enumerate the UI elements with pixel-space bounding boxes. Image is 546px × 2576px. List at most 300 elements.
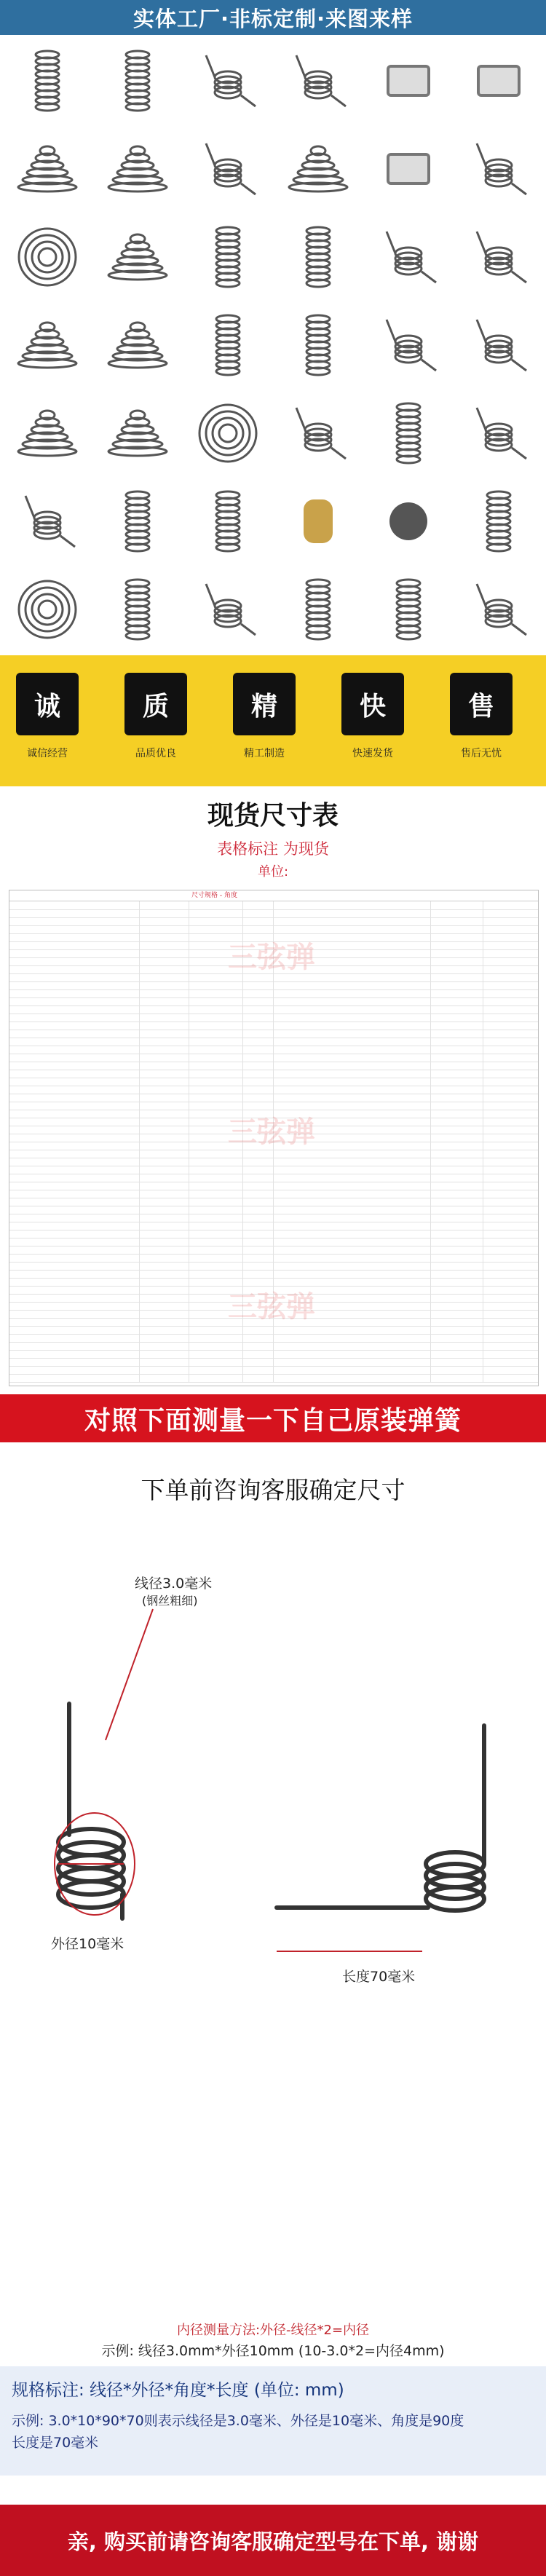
conical-spring (275, 126, 361, 212)
table-cell (483, 925, 539, 933)
extension-spring (95, 478, 181, 564)
table-cell (189, 1158, 243, 1166)
product-image (462, 133, 535, 205)
extension-spring (365, 390, 451, 476)
table-cell (9, 997, 140, 1005)
torsion-spring (456, 566, 542, 652)
table-cell (483, 1310, 539, 1318)
extension-spring (185, 302, 271, 388)
table-cell (189, 1262, 243, 1270)
right-torsion-spring (277, 1726, 484, 1911)
table-cell (139, 1078, 189, 1086)
table-cell (9, 1374, 140, 1382)
product-image (191, 44, 264, 117)
product-image (101, 221, 174, 293)
table-cell (9, 1158, 140, 1166)
product-image (191, 309, 264, 382)
conical-spring (95, 214, 181, 300)
torsion-spring (185, 126, 271, 212)
product-image (462, 573, 535, 646)
table-cell (189, 1206, 243, 1214)
table-cell (430, 1038, 483, 1046)
table-cell (242, 909, 274, 917)
table-cell (242, 1374, 274, 1382)
product-image (462, 309, 535, 382)
product-image (282, 573, 355, 646)
footer-text: 亲, 购买前请咨询客服确定型号在下单, 谢谢 (67, 2529, 479, 2554)
torsion-spring (185, 566, 271, 652)
compression-spring (95, 566, 181, 652)
table-cell (483, 981, 539, 989)
conical-spring (4, 390, 90, 476)
table-cell (430, 1302, 483, 1310)
table-cell (242, 1222, 274, 1230)
table-cell (483, 1078, 539, 1086)
table-cell (9, 965, 140, 973)
table-cell (483, 1326, 539, 1334)
coil-ring (185, 390, 271, 476)
table-cell (189, 1150, 243, 1158)
table-cell (483, 1118, 539, 1126)
stock-subtitle: 表格标注 为现货 (217, 840, 329, 858)
table-cell (139, 1310, 189, 1318)
table-cell (189, 1342, 243, 1350)
table-cell (139, 1110, 189, 1118)
table-cell (242, 1238, 274, 1246)
table-cell (430, 1110, 483, 1118)
table-cell (9, 1054, 140, 1062)
product-image (191, 485, 264, 558)
table-cell (483, 1334, 539, 1342)
feature-caption: 诚信经营 (27, 748, 68, 759)
table-cell (273, 1086, 431, 1094)
table-cell (9, 1262, 140, 1270)
table-cell (273, 1166, 431, 1174)
flat-coil-spring (4, 214, 90, 300)
table-cell (9, 981, 140, 989)
table-cell (483, 1254, 539, 1262)
table-cell (189, 981, 243, 989)
table-cell (139, 1134, 189, 1142)
table-cell (430, 1350, 483, 1358)
table-cell (483, 1182, 539, 1190)
table-cell (189, 1366, 243, 1374)
compression-spring (185, 478, 271, 564)
top-slogan-band (0, 0, 546, 35)
table-cell (430, 1286, 483, 1294)
table-cell (189, 1174, 243, 1182)
table-cell (9, 1270, 140, 1278)
table-cell (9, 1334, 140, 1342)
compare-banner (0, 1394, 546, 1442)
table-cell (242, 1166, 274, 1174)
table-cell (430, 1158, 483, 1166)
table-cell (483, 957, 539, 965)
table-cell (430, 1254, 483, 1262)
slogan-text: 实体工厂·非标定制·来图来样 (132, 6, 414, 31)
table-cell (273, 1038, 431, 1046)
table-cell (9, 1286, 140, 1294)
footer-band (0, 2505, 546, 2576)
table-cell (483, 1038, 539, 1046)
table-cell (430, 1334, 483, 1342)
table-cell (242, 1254, 274, 1262)
table-cell (139, 1374, 189, 1382)
table-cell (9, 1014, 140, 1022)
table-cell (139, 1190, 189, 1198)
table-cell (430, 1182, 483, 1190)
product-image (101, 397, 174, 470)
product-image (191, 133, 264, 205)
table-cell (430, 909, 483, 917)
table-cell (242, 981, 274, 989)
table-cell (189, 1022, 243, 1030)
table-cell (242, 1086, 274, 1094)
table-cell (273, 1374, 431, 1382)
table-cell (139, 1038, 189, 1046)
table-cell (273, 1078, 431, 1086)
table-cell (139, 957, 189, 965)
table-cell (139, 1318, 189, 1326)
table-cell (273, 1222, 431, 1230)
table-cell (273, 1366, 431, 1374)
product-image (282, 485, 355, 558)
table-cell (273, 1158, 431, 1166)
table-cell (273, 1270, 431, 1278)
table-cell (9, 1150, 140, 1158)
table-cell (273, 1150, 431, 1158)
table-cell (430, 925, 483, 933)
table-cell (139, 1342, 189, 1350)
table-cell (273, 1214, 431, 1222)
table-cell (483, 1190, 539, 1198)
torsion-spring (456, 214, 542, 300)
feature-after-sales (450, 673, 513, 760)
table-header: 尺寸规格 - 角度 (9, 890, 538, 901)
table-cell (483, 1086, 539, 1094)
table-cell (9, 1302, 140, 1310)
table-cell (430, 1358, 483, 1366)
table-cell (273, 1342, 431, 1350)
table-cell (9, 1086, 140, 1094)
table-cell (189, 1190, 243, 1198)
table-cell (139, 1094, 189, 1102)
table-cell (189, 1046, 243, 1054)
table-cell (139, 1102, 189, 1110)
table-cell (9, 1206, 140, 1214)
table-cell (430, 973, 483, 981)
table-cell (483, 1294, 539, 1302)
table-cell (430, 1342, 483, 1350)
table-cell (189, 1246, 243, 1254)
table-cell (483, 1358, 539, 1366)
table-cell (139, 925, 189, 933)
table-cell (139, 1086, 189, 1094)
table-cell (139, 1294, 189, 1302)
table-cell (9, 1294, 140, 1302)
table-cell (242, 1094, 274, 1102)
table-cell (430, 1230, 483, 1238)
table-cell (483, 1094, 539, 1102)
table-cell (483, 1005, 539, 1014)
table-cell (9, 925, 140, 933)
product-image (191, 221, 264, 293)
table-cell (9, 1230, 140, 1238)
table-cell (242, 1262, 274, 1270)
table-cell (430, 1198, 483, 1206)
table-cell (189, 1166, 243, 1174)
table-cell (273, 901, 431, 909)
table-cell (242, 1246, 274, 1254)
table-cell (483, 1014, 539, 1022)
table-cell (139, 1005, 189, 1014)
table-cell (242, 1358, 274, 1366)
table-cell (139, 1254, 189, 1262)
table-cell (242, 1334, 274, 1342)
product-image (372, 573, 445, 646)
product-image (372, 309, 445, 382)
table-cell (483, 1134, 539, 1142)
table-cell (242, 1038, 274, 1046)
table-cell (189, 1198, 243, 1206)
product-image (282, 397, 355, 470)
table-cell (9, 1366, 140, 1374)
table-cell (430, 1246, 483, 1254)
outer-diameter-label: 外径10毫米 (51, 1936, 124, 1952)
table-cell (139, 1062, 189, 1070)
table-cell (430, 917, 483, 925)
table-cell (483, 1366, 539, 1374)
table-cell (483, 1158, 539, 1166)
table-cell (430, 1222, 483, 1230)
table-cell (242, 1014, 274, 1022)
table-cell (9, 1166, 140, 1174)
table-cell (273, 1174, 431, 1182)
table-cell (9, 1182, 140, 1190)
table-cell (242, 1182, 274, 1190)
table-cell (189, 1182, 243, 1190)
table-cell (9, 1094, 140, 1102)
wire-form (275, 390, 361, 476)
compression-spring (4, 38, 90, 124)
table-cell (189, 1005, 243, 1014)
feature-badge: 售 (450, 673, 513, 735)
product-image (11, 397, 84, 470)
table-cell (483, 1030, 539, 1038)
table-cell (430, 1270, 483, 1278)
table-cell (430, 1134, 483, 1142)
table-cell (242, 1046, 274, 1054)
table-cell (430, 941, 483, 949)
table-cell (483, 1286, 539, 1294)
product-image (101, 309, 174, 382)
table-cell (273, 1070, 431, 1078)
table-cell (9, 1005, 140, 1014)
table-cell (273, 909, 431, 917)
table-cell (189, 1374, 243, 1382)
table-cell (9, 917, 140, 925)
table-cell (139, 1246, 189, 1254)
table-cell (242, 1326, 274, 1334)
clip-spring (365, 126, 451, 212)
table-cell (9, 1030, 140, 1038)
table-cell (189, 1350, 243, 1358)
feature-caption: 快速发货 (352, 748, 393, 759)
table-cell (189, 1334, 243, 1342)
table-cell (189, 1230, 243, 1238)
table-cell (242, 997, 274, 1005)
table-cell (242, 1230, 274, 1238)
table-cell (430, 901, 483, 909)
table-cell (483, 1318, 539, 1326)
table-cell (189, 1270, 243, 1278)
table-cell (273, 1062, 431, 1070)
table-cell (139, 1030, 189, 1038)
table-cell (483, 1214, 539, 1222)
table-cell (189, 1238, 243, 1246)
table-cell (483, 1142, 539, 1150)
extension-spring (275, 302, 361, 388)
table-cell (242, 1206, 274, 1214)
feature-badge: 精 (233, 673, 296, 735)
table-cell (139, 1142, 189, 1150)
table-cell (483, 973, 539, 981)
feature-caption: 品质优良 (135, 748, 176, 759)
table-cell (242, 925, 274, 933)
table-cell (273, 1030, 431, 1038)
table-cell (483, 1350, 539, 1358)
table-cell (273, 1206, 431, 1214)
table-cell (139, 1230, 189, 1238)
table-cell (483, 909, 539, 917)
table-cell (9, 1174, 140, 1182)
table-cell (9, 1326, 140, 1334)
table-cell (139, 1046, 189, 1054)
measure-lines (58, 1609, 422, 1951)
table-cell (9, 933, 140, 941)
table-cell (430, 1318, 483, 1326)
table-cell (430, 1070, 483, 1078)
table-cell (273, 1350, 431, 1358)
table-cell (189, 925, 243, 933)
product-image (462, 485, 535, 558)
product-image (372, 397, 445, 470)
table-cell (9, 1110, 140, 1118)
table-cell (189, 1078, 243, 1086)
table-cell (139, 901, 189, 909)
table-cell (430, 933, 483, 941)
product-image (282, 221, 355, 293)
table-cell (189, 997, 243, 1005)
table-cell (9, 1342, 140, 1350)
torsion-spring (4, 478, 90, 564)
table-cell (430, 1294, 483, 1302)
table-cell (189, 989, 243, 997)
feature-honesty (16, 673, 79, 760)
table-cell (139, 909, 189, 917)
table-cell (273, 1046, 431, 1054)
table-cell (139, 981, 189, 989)
table-cell (242, 1174, 274, 1182)
feature-precision (233, 673, 296, 760)
table-cell (139, 949, 189, 957)
table-cell (242, 1270, 274, 1278)
extension-spring (275, 566, 361, 652)
product-image (282, 44, 355, 117)
extension-spring (365, 566, 451, 652)
table-cell (242, 901, 274, 909)
table-cell (9, 989, 140, 997)
table-cell (273, 1182, 431, 1190)
table-cell (139, 1126, 189, 1134)
table-cell (189, 1214, 243, 1222)
table-cell (9, 957, 140, 965)
table-cell (9, 1022, 140, 1030)
table-cell (273, 981, 431, 989)
table-cell (483, 1102, 539, 1110)
table-cell (242, 1366, 274, 1374)
table-cell (9, 1070, 140, 1078)
table-cell (9, 1046, 140, 1054)
torsion-spring (185, 38, 271, 124)
table-cell (483, 1054, 539, 1062)
diagram-illustration (0, 1522, 546, 2304)
table-cell (9, 1134, 140, 1142)
table-cell (242, 1190, 274, 1198)
product-gallery (0, 35, 546, 655)
conical-spring (95, 390, 181, 476)
table-cell (242, 1198, 274, 1206)
table-cell (139, 965, 189, 973)
table-cell (242, 1150, 274, 1158)
table-cell (9, 949, 140, 957)
table-cell (242, 917, 274, 925)
table-cell (483, 1046, 539, 1054)
table-cell (139, 917, 189, 925)
table-cell (273, 997, 431, 1005)
table-cell (139, 1286, 189, 1294)
table-cell (9, 1278, 140, 1286)
table-cell (483, 1278, 539, 1286)
table-cell (139, 1206, 189, 1214)
product-image (191, 397, 264, 470)
table-cell (139, 933, 189, 941)
table-cell (273, 1262, 431, 1270)
table-cell (189, 1014, 243, 1022)
table-cell (139, 1150, 189, 1158)
stock-unit: 单位: (257, 864, 289, 880)
spec-line: 长度是70毫米 (12, 2435, 99, 2451)
product-image (282, 309, 355, 382)
table-cell (483, 1270, 539, 1278)
conical-spring (4, 126, 90, 212)
table-cell (242, 1158, 274, 1166)
table-cell (139, 1334, 189, 1342)
example-line: 示例: 线径3.0mm*外径10mm (10-3.0*2=内径4mm) (101, 2343, 445, 2359)
table-cell (273, 1254, 431, 1262)
table-cell (430, 1054, 483, 1062)
table-cell (483, 1374, 539, 1382)
table-cell (430, 957, 483, 965)
product-image (11, 309, 84, 382)
table-cell (189, 1222, 243, 1230)
table-cell (273, 1014, 431, 1022)
table-cell (430, 981, 483, 989)
product-image (372, 485, 445, 558)
table-cell (483, 1246, 539, 1254)
table-cell (273, 1005, 431, 1014)
watermark: 三弦弹 (228, 1290, 315, 1324)
